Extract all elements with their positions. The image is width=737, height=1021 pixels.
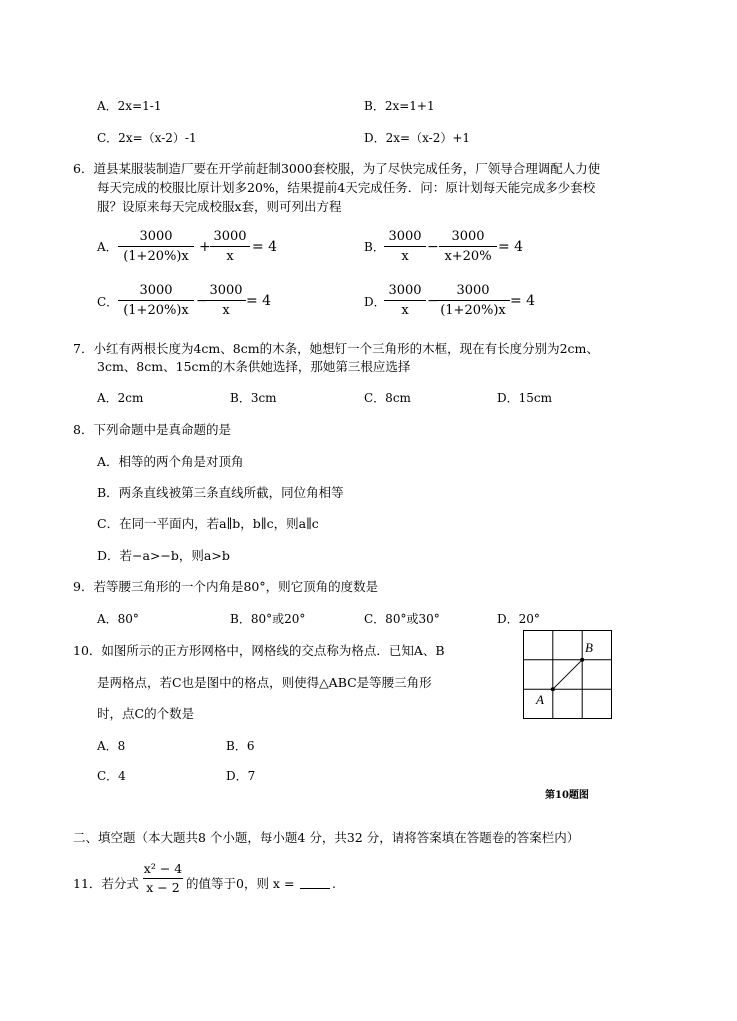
fraction-bar: [439, 246, 497, 247]
q5-option-a: A．2x=1-1: [97, 99, 162, 113]
q10-option-c: C．4: [97, 769, 126, 783]
point-a: [551, 687, 555, 691]
denominator: x: [222, 303, 230, 318]
label-b: B: [585, 640, 593, 655]
equals-four: = 4: [510, 293, 536, 309]
q10-option-d: D．7: [226, 769, 256, 783]
q10-line-2: 是两格点，若C也是图中的格点，则使得△ABC是等腰三角形: [97, 675, 432, 690]
q7-line-1: 7．小红有两根长度为4cm、8cm的木条，她想钉一个三角形的木框，现在有长度分别为2cm、: [73, 341, 599, 356]
q5-option-d: D．2x=（x-2）+1: [364, 131, 471, 145]
fraction-bar: [143, 878, 183, 879]
denominator: x: [226, 249, 234, 264]
q8-stem: 8．下列命题中是真命题的是: [73, 422, 231, 437]
denominator: (1+20%)x: [123, 249, 189, 264]
q8-option-b: B．两条直线被第三条直线所截，同位角相等: [97, 485, 344, 500]
q10-option-b: B．6: [226, 739, 255, 753]
denominator: (1+20%)x: [123, 303, 189, 318]
denominator: (1+20%)x: [440, 303, 506, 318]
q7-option-a: A．2cm: [97, 391, 144, 405]
q6-d-fraction-1: [384, 283, 426, 318]
q9-option-d: D．20°: [497, 612, 540, 626]
q6-c-fraction-1: [118, 283, 194, 318]
q6-line-2: 每天完成的校服比原计划多20%，结果提前4天完成任务．问：原计划每天能完成多少套校: [97, 180, 596, 195]
minus-sign: −: [427, 293, 439, 309]
numerator: 3000: [139, 229, 173, 244]
q7-option-b: B．3cm: [230, 391, 277, 405]
numerator: 3000: [388, 283, 422, 298]
fraction-bar: [206, 300, 246, 301]
q7-option-c: C．8cm: [364, 391, 411, 405]
numerator: 3000: [209, 283, 243, 298]
fraction-bar: [118, 300, 194, 301]
q9-option-c: C．80°或30°: [364, 612, 440, 626]
numerator: x² − 4: [143, 861, 183, 876]
denominator: x − 2: [146, 880, 180, 895]
q5-option-b: B．2x=1+1: [364, 99, 435, 113]
q8-option-d: D．若−a>−b，则a>b: [97, 548, 230, 563]
q6-d-fraction-2: [436, 283, 510, 318]
q10-grid-figure: [520, 628, 616, 724]
q8-option-c: C．在同一平面内，若a∥b，b∥c，则a∥c: [97, 516, 319, 531]
q11-prefix: 11．若分式: [73, 876, 139, 891]
q6-b-fraction-2: [439, 229, 497, 264]
numerator: 3000: [456, 283, 490, 298]
fraction-bar: [436, 300, 510, 301]
numerator: 3000: [213, 229, 247, 244]
q6-a-fraction-1: [118, 229, 194, 264]
q6-option-c-label: C．: [97, 295, 119, 309]
q9-stem: 9．若等腰三角形的一个内角是80°，则它顶角的度数是: [73, 579, 379, 594]
q7-line-2: 3cm、8cm、15cm的木条供她选择，那她第三根应选择: [97, 359, 411, 374]
q10-line-3: 时，点C的个数是: [97, 706, 195, 721]
q6-c-fraction-2: [206, 283, 246, 318]
denominator: x: [401, 249, 409, 264]
equals-four: = 4: [498, 239, 524, 255]
minus-sign: −: [427, 239, 439, 255]
fraction-bar: [384, 246, 426, 247]
point-b: [580, 658, 584, 662]
q11-answer-blank: [300, 876, 330, 893]
numerator: 3000: [388, 229, 422, 244]
numerator: 3000: [139, 283, 173, 298]
q6-line-1: 6．道县某服装制造厂要在开学前赶制3000套校服，为了尽快完成任务，厂领导合理调配人力使: [73, 161, 601, 176]
q6-option-a-label: A．: [97, 240, 118, 254]
q8-option-a: A．相等的两个角是对顶角: [97, 454, 244, 469]
q5-option-c: C．2x=（x-2）-1: [97, 131, 197, 145]
q6-option-d-label: D．: [364, 295, 386, 309]
fraction-bar: [210, 246, 250, 247]
plus-sign: +: [199, 239, 211, 255]
q9-option-b: B．80°或20°: [230, 612, 306, 626]
denominator: x+20%: [444, 249, 492, 264]
q7-option-d: D．15cm: [497, 391, 552, 405]
q10-figure-caption: 第10题图: [545, 790, 589, 801]
q6-line-3: 服？设原来每天完成校服x套，则可列出方程: [97, 199, 342, 214]
q6-b-fraction-1: [384, 229, 426, 264]
q9-option-a: A．80°: [97, 612, 139, 626]
q10-line-1: 10．如图所示的正方形网格中，网格线的交点称为格点．已知A、B: [73, 643, 445, 658]
segment-ab: [553, 660, 582, 689]
q11-end: .: [332, 876, 336, 891]
fraction-bar: [118, 246, 194, 247]
numerator: 3000: [451, 229, 485, 244]
minus-sign: −: [196, 293, 208, 309]
equals-four: = 4: [252, 239, 278, 255]
label-a: A: [536, 692, 544, 707]
q10-option-a: A．8: [97, 739, 126, 753]
fraction-bar: [384, 300, 426, 301]
q6-option-b-label: B．: [364, 240, 385, 254]
q6-a-fraction-2: [210, 229, 250, 264]
q11-suffix: 的值等于0，则 x =: [186, 876, 295, 891]
equals-four: = 4: [246, 293, 272, 309]
q11-fraction: [143, 862, 183, 895]
denominator: x: [401, 303, 409, 318]
section-2-title: 二、填空题（本大题共8 个小题，每小题4 分，共32 分，请将答案填在答题卷的答案栏内）: [73, 830, 580, 845]
